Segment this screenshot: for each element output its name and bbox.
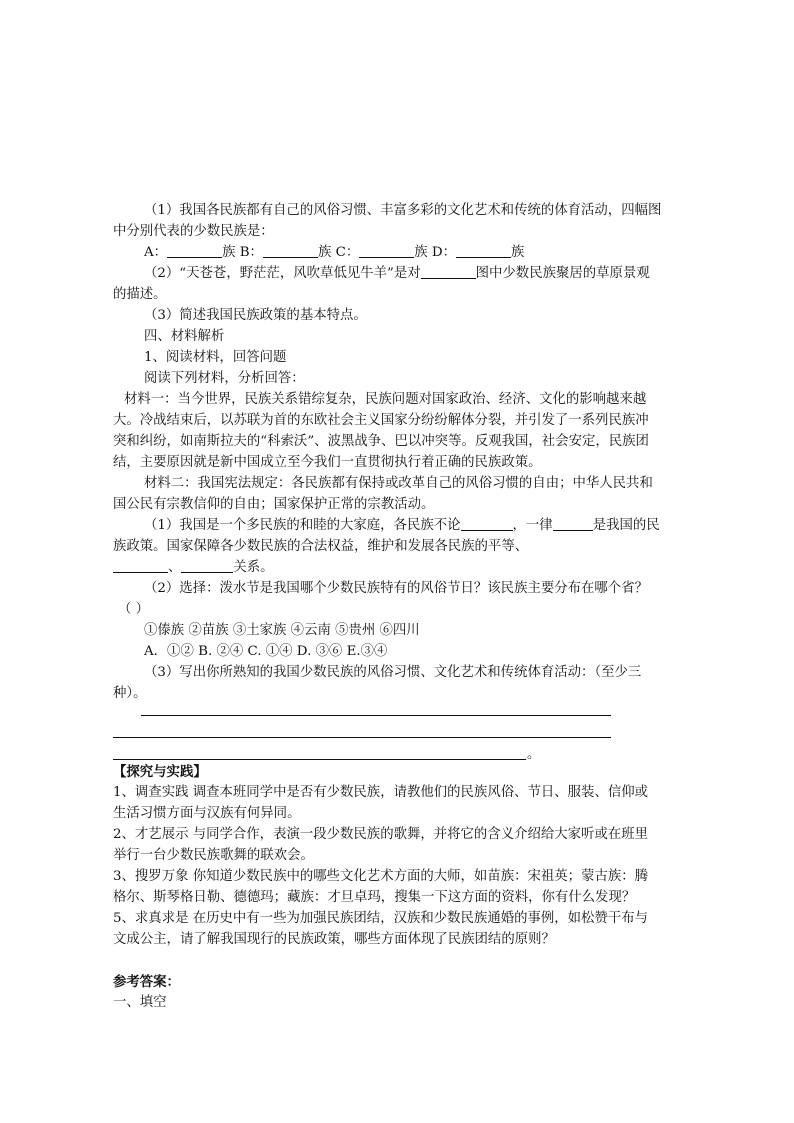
q1-line2: 中分别代表的少数民族是：	[113, 224, 274, 239]
mq2-line1: （2）选择：泼水节是我国哪个少数民族特有的风俗节日？该民族主要分布在哪个省？	[144, 581, 648, 596]
label-a: A：	[144, 245, 168, 260]
q1-fill-line: A： 族 B： 族 C： 族 D： 族	[144, 245, 525, 260]
practice-line: 生活习惯方面与汉族有何异同。	[113, 806, 301, 821]
mq3-line2: 种）。	[113, 686, 147, 701]
blank-mq1-c[interactable]	[113, 558, 168, 573]
q2-line2: 的描述。	[113, 287, 167, 302]
blank-b[interactable]	[263, 243, 318, 258]
section-heading-4: 四、材料解析	[144, 329, 225, 344]
mq1-line1: （1）我国是一个多民族的和睦的大家庭，各民族不论 ，一律 是我国的民	[144, 518, 660, 533]
practice-line: 举行一台少数民族歌舞的联欢会。	[113, 848, 314, 863]
answer-line[interactable]	[113, 759, 526, 760]
practice-line: 文成公主，请了解我国现行的民族政策，哪些方面体现了民族团结的原则？	[113, 932, 555, 947]
label-c: C：	[331, 245, 360, 260]
material1-line: 突和纠纷，如南斯拉夫的“科索沃”、波黑战争、巴以冲突等。反观我国，社会安定，民族团	[113, 434, 649, 449]
blank-d[interactable]	[456, 243, 511, 258]
blank-mq1-a[interactable]	[461, 516, 513, 531]
practice-line: 格尔、斯琴格日勒、德德玛；藏族：才旦卓玛，搜集一下这方面的资料，你有什么发现？	[113, 890, 636, 905]
material2-line: 材料二：我国宪法规定：各民族都有保持或改革自己的风俗习惯的自由；中华人民共和	[144, 476, 653, 491]
blank-q2[interactable]	[421, 264, 476, 279]
blank-a[interactable]	[167, 243, 222, 258]
answers-first: 一、填空	[113, 995, 167, 1010]
material1-line: 大。冷战结束后，以苏联为首的东欧社会主义国家分纷纷解体分裂，并引发了一系列民族冲	[113, 413, 649, 428]
intro-line: 阅读下列材料，分析回答：	[144, 371, 305, 386]
mq1-line2: 族政策。国家保障各少数民族的合法权益，维护和发展各民族的平等、	[113, 539, 529, 554]
answer-line[interactable]	[141, 715, 611, 716]
answer-line[interactable]	[113, 737, 611, 738]
item-1: 1、阅读材料，回答问题	[144, 350, 287, 365]
practice-line: 3、搜罗万象 你知道少数民族中的哪些文化艺术方面的大师，如苗族：宋祖英；蒙古族：腾	[113, 869, 649, 884]
material2-line: 国公民有宗教信仰的自由；国家保护正常的宗教活动。	[113, 497, 435, 512]
material1-line: 材料一：当今世界，民族关系错综复杂，民族问题对国家政治、经济、文化的影响越来越	[124, 392, 647, 407]
blank-mq1-b[interactable]	[553, 516, 593, 531]
practice-heading: 【探究与实践】	[113, 764, 207, 780]
label-b: B：	[235, 245, 263, 260]
material1-line: 结，主要原因就是新中国成立至今我们一直贯彻执行着正确的民族政策。	[113, 455, 542, 470]
q3-line: （3）简述我国民族政策的基本特点。	[144, 308, 367, 323]
practice-line: 5、求真求是 在历史中有一些为加强民族团结，汉族和少数民族通婚的事例，如松赞干布与	[113, 911, 649, 926]
answers-heading: 参考答案：	[113, 974, 180, 990]
q1-line1: （1）我国各民族都有自己的风俗习惯、丰富多彩的文化艺术和传统的体育活动，四幅图	[144, 203, 662, 218]
label-d: D：	[427, 245, 457, 260]
mq2-options: ①傣族 ②苗族 ③土家族 ④云南 ⑤贵州 ⑥四川	[144, 623, 420, 638]
end-mark: 。	[527, 747, 541, 762]
practice-line: 2、才艺展示 与同学合作，表演一段少数民族的歌舞，并将它的含义介绍给大家听或在班里	[113, 827, 649, 842]
practice-line: 1、调查实践 调查本班同学中是否有少数民族，请教他们的民族风俗、节日、服装、信仰或	[113, 785, 649, 800]
q2-line1: （2）“天苍苍，野茫茫，风吹草低见牛羊”是对 图中少数民族聚居的草原景观	[144, 266, 650, 281]
blank-c[interactable]	[359, 243, 414, 258]
mq3-line1: （3）写出你所熟知的我国少数民族的风俗习惯、文化艺术和传统体育活动：（至少三	[144, 665, 642, 680]
mq2-choices: A．①② B. ②④ C. ①④ D. ③⑥ E.③④	[144, 644, 388, 659]
blank-mq1-d[interactable]	[181, 558, 233, 573]
mq2-paren[interactable]: （ ）	[118, 602, 150, 617]
mq1-line3: 、 关系。	[113, 558, 683, 578]
